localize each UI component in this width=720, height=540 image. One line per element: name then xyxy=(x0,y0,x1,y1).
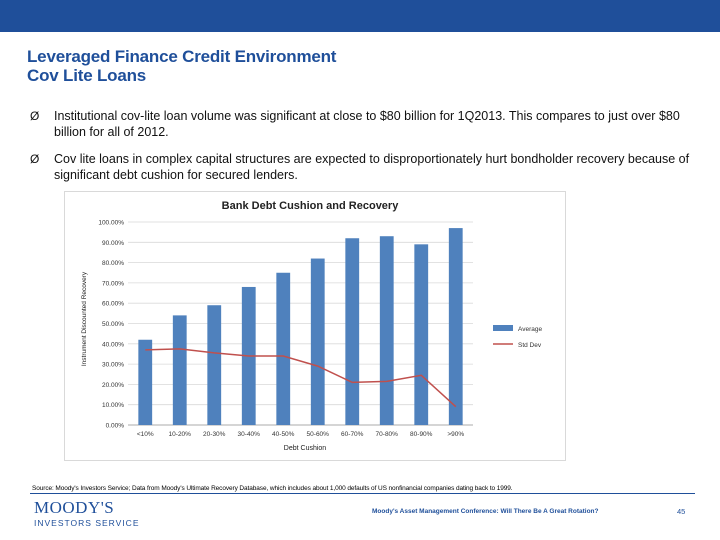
moodys-logo xyxy=(34,500,140,528)
conference-title: Moody's Asset Management Conference: Will There Be A Great Rotation? xyxy=(372,508,599,515)
bullet-item xyxy=(30,108,700,140)
bar xyxy=(276,273,290,425)
x-tick-label: 40-50% xyxy=(272,431,295,438)
logo-subtitle: INVESTORS SERVICE xyxy=(34,518,140,528)
y-tick-labels xyxy=(98,220,124,430)
logo-wordmark: MOODY'S xyxy=(34,498,115,517)
bullet-item xyxy=(30,151,700,183)
legend-label-average: Average xyxy=(518,326,543,333)
bar-series xyxy=(138,228,462,425)
x-tick-label: 50-60% xyxy=(306,431,329,438)
std-dev-line xyxy=(145,349,456,407)
legend-label-std-dev: Std Dev xyxy=(518,342,542,349)
y-tick-label: 60.00% xyxy=(101,300,124,308)
x-tick-label: 20-30% xyxy=(203,431,226,438)
y-axis-label: Instrument Discounted Recovery xyxy=(81,271,88,367)
y-tick-label: 0.00% xyxy=(105,422,124,430)
x-tick-label: >90% xyxy=(447,431,465,438)
y-tick-label: 80.00% xyxy=(101,260,124,268)
x-tick-label: 80-90% xyxy=(410,431,433,438)
x-axis-label: Debt Cushion xyxy=(283,445,327,452)
page-number: 45 xyxy=(677,507,686,516)
chart-container xyxy=(64,191,566,461)
title-line-1: Leveraged Finance Credit Environment xyxy=(27,47,337,66)
bar xyxy=(345,238,359,425)
footer-divider xyxy=(30,493,695,494)
legend xyxy=(493,325,542,349)
x-tick-label: <10% xyxy=(136,431,154,438)
bullet-text: Cov lite loans in complex capital structures are expected to disproportionately hurt bondholder recovery because of significant debt cushion for secured lenders. xyxy=(54,152,690,182)
y-tick-label: 50.00% xyxy=(101,321,124,328)
bar xyxy=(173,315,187,425)
y-tick-label: 30.00% xyxy=(101,361,124,369)
y-tick-label: 70.00% xyxy=(101,280,124,288)
x-tick-label: 70-80% xyxy=(375,431,398,438)
line-series xyxy=(145,349,456,407)
y-tick-label: 10.00% xyxy=(101,402,124,410)
x-tick-label: 60-70% xyxy=(341,431,364,438)
x-tick-label: 10-20% xyxy=(168,431,191,438)
top-banner xyxy=(0,0,720,32)
bullet-list xyxy=(30,108,700,194)
bullet-arrow-icon: Ø xyxy=(30,109,40,123)
y-tick-label: 20.00% xyxy=(101,381,124,389)
slide-title xyxy=(27,47,336,85)
y-tick-label: 100.00% xyxy=(98,219,124,227)
bar xyxy=(449,228,463,425)
y-tick-label: 90.00% xyxy=(101,239,124,247)
title-line-2: Cov Lite Loans xyxy=(27,66,147,85)
bank-debt-chart xyxy=(65,192,565,460)
bullet-text: Institutional cov-lite loan volume was significant at close to $80 billion for 1Q2013. This compares to just over $80 billion for all of 2012. xyxy=(54,109,680,139)
legend-swatch-average xyxy=(493,325,513,331)
bar xyxy=(207,305,221,425)
bar xyxy=(414,244,428,425)
bar xyxy=(138,340,152,425)
x-tick-labels xyxy=(137,431,465,438)
source-note: Source: Moody's Investors Service; Data from Moody's Ultimate Recovery Database, which includes about 1,000 defaults of US nonfinancial companies dating back to 1999. xyxy=(32,485,513,492)
chart-title: Bank Debt Cushion and Recovery xyxy=(221,200,399,212)
bar xyxy=(311,259,325,425)
bullet-arrow-icon: Ø xyxy=(30,152,40,166)
bar xyxy=(380,236,394,425)
x-tick-label: 30-40% xyxy=(237,431,260,438)
y-tick-label: 40.00% xyxy=(101,341,124,349)
